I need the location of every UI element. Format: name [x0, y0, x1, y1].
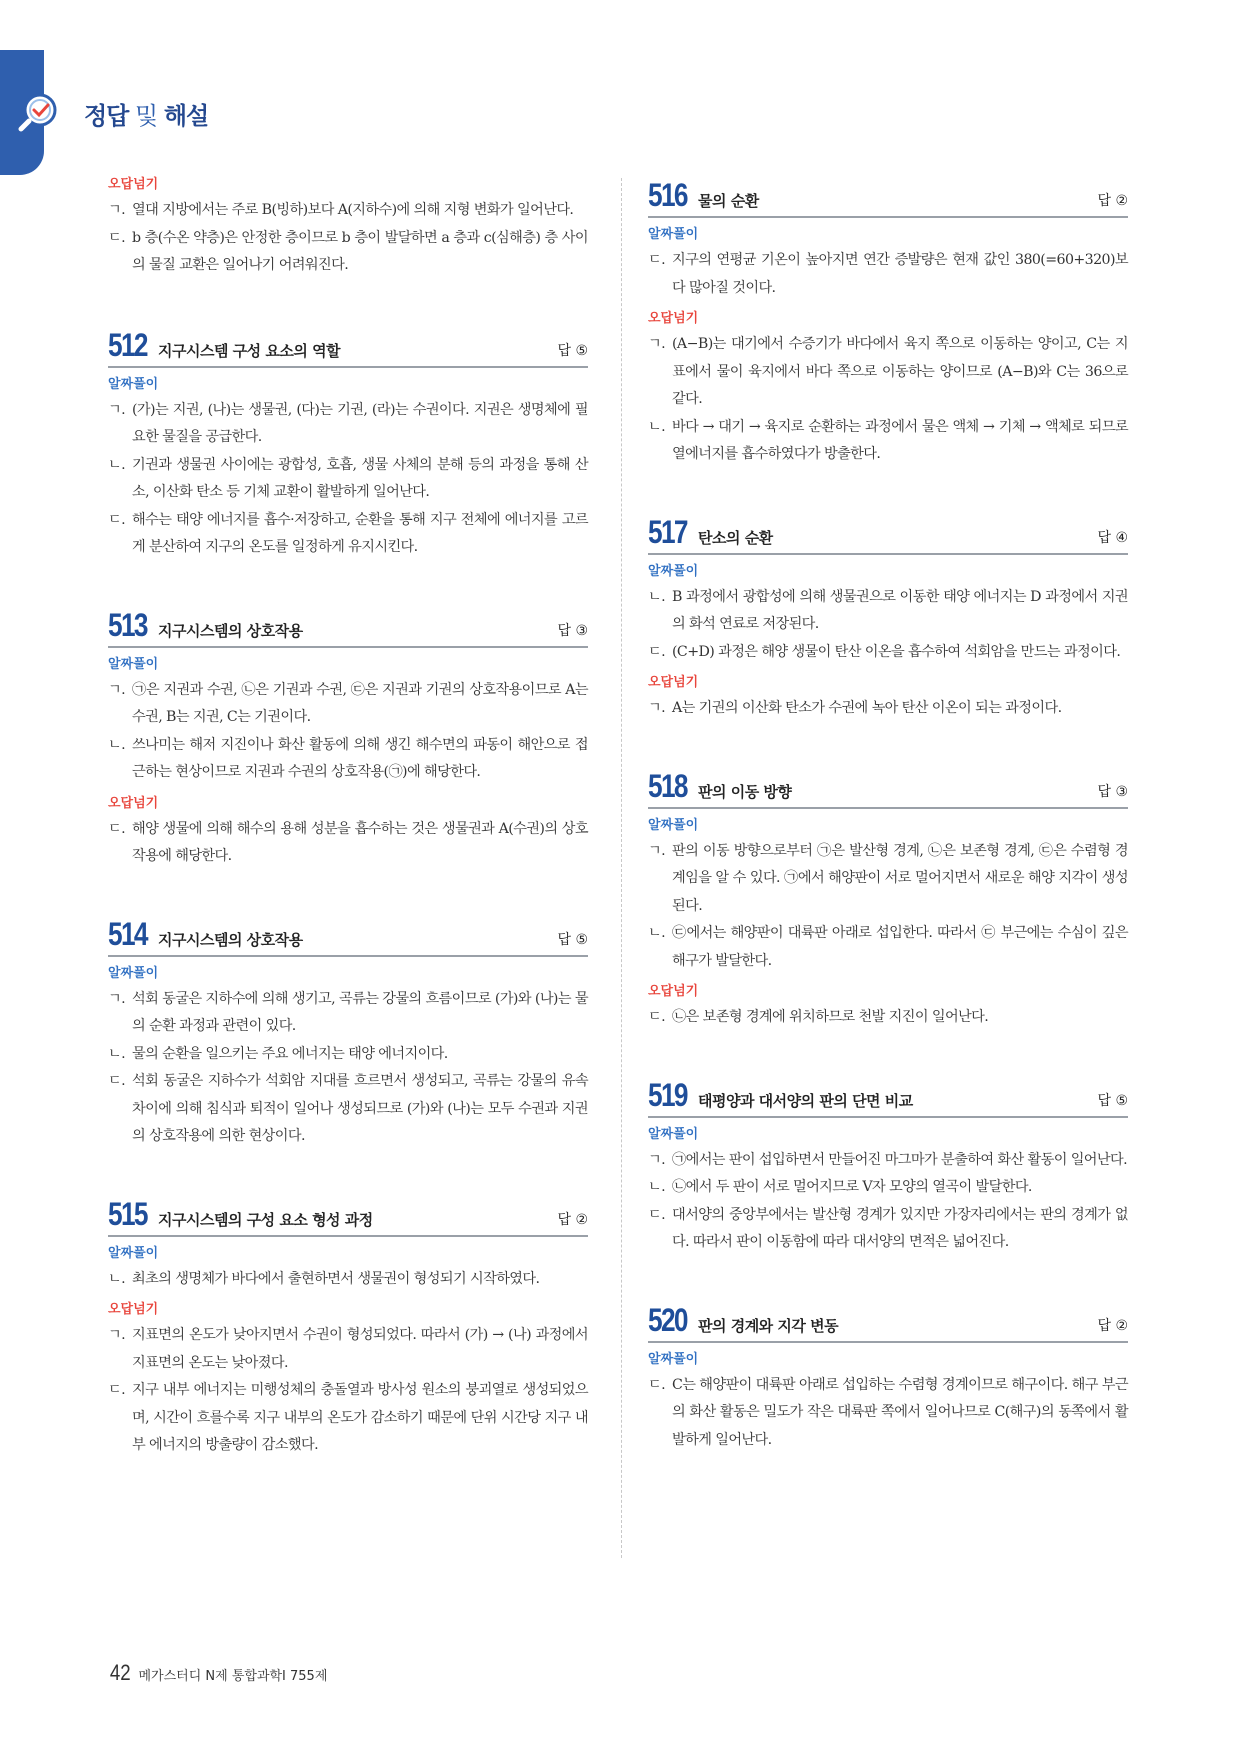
magnifier-check-icon	[14, 88, 74, 138]
item-text: 열대 지방에서는 주로 B(빙하)보다 A(지하수)에 의해 지형 변화가 일어난다.	[132, 202, 574, 218]
item-marker: ㄷ.	[108, 1073, 126, 1089]
item-text: A는 기권의 이산화 탄소가 수권에 녹아 탄산 이온이 되는 과정이다.	[672, 700, 1062, 716]
solution-label: 알짜풀이	[648, 227, 699, 242]
answer-item	[108, 1041, 588, 1069]
question-number: 519	[648, 1076, 687, 1113]
question-title: 지구시스템의 구성 요소 형성 과정	[158, 1210, 373, 1229]
answer-badge: 답 ④	[1097, 529, 1128, 546]
question-section	[648, 176, 1128, 469]
item-marker: ㄷ.	[648, 1009, 666, 1025]
question-section	[648, 1301, 1128, 1455]
answer-badge: 답 ⑤	[557, 931, 588, 948]
solution-label: 알짜풀이	[108, 965, 159, 981]
section-header	[648, 513, 1128, 555]
answer-badge: 답 ③	[1097, 783, 1128, 800]
item-marker: ㄱ.	[648, 700, 666, 716]
question-title: 지구시스템의 상호작용	[158, 621, 303, 640]
item-text: ㉢에서는 해양판이 대륙판 아래로 섭입한다. 따라서 ㉢ 부근에는 수심이 깊은 해구가 발달한다.	[672, 925, 1128, 969]
answer-item	[108, 677, 588, 732]
item-text: b 층(수온 약층)은 안정한 층이므로 b 층이 발달하면 a 층과 c(심해층) 층 사이의 물질 교환은 일어나기 어려워진다.	[132, 229, 588, 273]
page-footer	[108, 1660, 327, 1686]
answer-item	[108, 1266, 588, 1294]
book-title: 메가스터디 N제 통합과학Ⅰ 755제	[138, 1669, 328, 1684]
wrong-answer-label: 오답넘기	[648, 984, 699, 999]
wrong-answer-label: 오답넘기	[108, 177, 159, 192]
item-marker: ㄱ.	[648, 842, 666, 859]
question-number: 518	[648, 767, 687, 804]
answer-item	[108, 507, 588, 562]
solution-label: 알짜풀이	[648, 1126, 699, 1142]
item-text: 대서양의 중앙부에서는 발산형 경계가 있지만 가장자리에서는 판의 경계가 없다. 따라서 판이 이동함에 따라 대서양의 면적은 넓어진다.	[672, 1206, 1128, 1250]
question-section	[648, 513, 1128, 723]
item-text: 해수는 태양 에너지를 흡수·저장하고, 순환을 통해 지구 전체에 에너지를 고르게 분산하여 지구의 온도를 일정하게 유지시킨다.	[132, 511, 588, 555]
question-section	[108, 606, 588, 871]
answer-item	[648, 695, 1128, 723]
answer-item	[648, 1004, 1128, 1032]
item-marker: ㄷ.	[108, 229, 126, 246]
item-text: (C+D) 과정은 해양 생물이 탄산 이온을 흡수하여 석회암을 만드는 과정이다.	[672, 643, 1121, 660]
question-title: 태평양과 대서양의 판의 단면 비교	[698, 1091, 913, 1110]
question-number: 515	[108, 1195, 147, 1232]
section-header	[648, 1301, 1128, 1343]
section-header	[108, 606, 588, 648]
question-number: 514	[108, 915, 147, 952]
wrong-answer-label: 오답넘기	[108, 795, 159, 811]
answer-item	[108, 986, 588, 1041]
right-column	[648, 176, 1128, 1498]
item-text: 지구의 연평균 기온이 높아지면 연간 증발량은 현재 값인 380(=60+320)보다 많아질 것이다.	[672, 252, 1128, 296]
item-text: C는 해양판이 대륙판 아래로 섭입하는 수렴형 경계이므로 해구이다. 해구 부근의 화산 활동은 밀도가 작은 대륙판 쪽에서 일어나므로 C(해구)의 동쪽에서 활발하게 일어난다.	[672, 1376, 1128, 1448]
answer-badge: 답 ②	[557, 1211, 588, 1228]
item-marker: ㄴ.	[648, 418, 666, 435]
item-marker: ㄷ.	[648, 1376, 666, 1393]
answer-item	[648, 414, 1128, 469]
item-text: ㉡에서 두 판이 서로 멀어지므로 V자 모양의 열곡이 발달한다.	[672, 1179, 1032, 1195]
solution-label: 알짜풀이	[648, 563, 699, 579]
answer-item	[648, 1372, 1128, 1455]
item-text: 지표면의 온도가 낮아지면서 수권이 형성되었다. 따라서 (가) → (나) 과정에서 지표면의 온도는 낮아졌다.	[132, 1327, 588, 1371]
item-text: 석회 동굴은 지하수가 석회암 지대를 흐르면서 생성되고, 곡류는 강물의 유속 차이에 의해 침식과 퇴적이 일어나 생성되므로 (가)와 (나)는 모두 수권과 지권의 상호작용에 의한 현상이다.	[132, 1073, 588, 1144]
answer-item	[108, 225, 588, 280]
item-text: ㉠은 지권과 수권, ㉡은 기권과 수권, ㉢은 지권과 기권의 상호작용이므로 A는 수권, B는 지권, C는 기권이다.	[132, 681, 588, 725]
item-marker: ㄷ.	[108, 1382, 126, 1398]
item-text: 쓰나미는 해저 지진이나 화산 활동에 의해 생긴 해수면의 파동이 해안으로 접근하는 현상이므로 지권과 수권의 상호작용(㉠)에 해당한다.	[132, 736, 588, 780]
item-marker: ㄴ.	[648, 1179, 666, 1195]
answer-item	[108, 1322, 588, 1377]
item-marker: ㄱ.	[108, 990, 126, 1007]
item-marker: ㄴ.	[648, 925, 666, 941]
question-number: 513	[108, 606, 147, 643]
question-title: 지구시스템의 상호작용	[158, 930, 303, 949]
item-text: 바다 → 대기 → 육지로 순환하는 과정에서 물은 액체 → 기체 → 액체로 되므로 열에너지를 흡수하였다가 방출한다.	[672, 418, 1128, 462]
question-section	[108, 915, 588, 1151]
item-text: (A−B)는 대기에서 수증기가 바다에서 육지 쪽으로 이동하는 양이고, C는 지표에서 물이 육지에서 바다 쪽으로 이동하는 양이므로 (A−B)와 C는 36으로 같다.	[672, 336, 1128, 407]
question-title: 물의 순환	[698, 192, 759, 210]
question-number: 517	[648, 513, 687, 550]
item-text: (가)는 지권, (나)는 생물권, (다)는 기권, (라)는 수권이다. 지권은 생명체에 필요한 물질을 공급한다.	[132, 401, 588, 445]
answer-item	[648, 1174, 1128, 1202]
answer-badge: 답 ⑤	[1097, 1092, 1128, 1109]
question-section	[108, 326, 588, 562]
page-number: 42	[109, 1660, 131, 1685]
answer-item	[648, 331, 1128, 414]
answer-item	[648, 838, 1128, 921]
answer-badge: 답 ②	[1097, 1317, 1128, 1334]
item-text: B 과정에서 광합성에 의해 생물권으로 이동한 태양 에너지는 D 과정에서 지권의 화석 연료로 저장된다.	[672, 588, 1128, 632]
answer-item	[108, 732, 588, 787]
item-marker: ㄷ.	[108, 511, 126, 528]
solution-label: 알짜풀이	[108, 376, 159, 392]
question-number: 516	[648, 177, 687, 213]
page-header-title: 정답 및 해설	[84, 102, 209, 130]
section-header	[648, 1076, 1128, 1118]
left-column	[108, 176, 588, 1504]
item-marker: ㄱ.	[108, 681, 126, 698]
answer-item	[648, 639, 1128, 667]
item-marker: ㄱ.	[108, 401, 126, 418]
item-marker: ㄴ.	[108, 1045, 126, 1062]
item-text: 최초의 생명체가 바다에서 출현하면서 생물권이 형성되기 시작하였다.	[132, 1270, 540, 1287]
solution-label: 알짜풀이	[108, 1245, 159, 1261]
item-marker: ㄷ.	[648, 643, 666, 660]
item-marker: ㄷ.	[648, 1206, 666, 1223]
answer-item	[108, 397, 588, 452]
continued-block	[108, 176, 588, 280]
question-title: 판의 이동 방향	[698, 782, 792, 801]
answer-item	[648, 1147, 1128, 1175]
item-marker: ㄱ.	[648, 336, 666, 352]
answer-item	[648, 1202, 1128, 1257]
answer-item	[648, 920, 1128, 975]
item-text: ㉡은 보존형 경계에 위치하므로 천발 지진이 일어난다.	[672, 1009, 989, 1025]
answer-item	[108, 452, 588, 507]
column-divider	[621, 178, 622, 1558]
item-marker: ㄱ.	[108, 1327, 126, 1343]
item-text: 판의 이동 방향으로부터 ㉠은 발산형 경계, ㉡은 보존형 경계, ㉢은 수렴형 경계임을 알 수 있다. ㉠에서 해양판이 서로 멀어지면서 새로운 해양 지각이 생성된다.	[672, 842, 1128, 914]
question-number: 520	[648, 1301, 687, 1338]
item-marker: ㄱ.	[108, 202, 126, 218]
item-marker: ㄴ.	[648, 588, 666, 605]
solution-label: 알짜풀이	[108, 656, 159, 672]
question-number: 512	[108, 326, 147, 363]
section-header	[648, 767, 1128, 809]
section-header	[108, 1195, 588, 1237]
question-title: 탄소의 순환	[698, 528, 773, 547]
question-title: 지구시스템 구성 요소의 역할	[158, 341, 341, 360]
solution-label: 알짜풀이	[648, 1351, 699, 1367]
question-section	[108, 1195, 588, 1460]
answer-item	[648, 247, 1128, 302]
answer-item	[108, 1377, 588, 1460]
item-text: 물의 순환을 일으키는 주요 에너지는 태양 에너지이다.	[132, 1045, 448, 1062]
answer-item	[648, 584, 1128, 639]
item-text: 석회 동굴은 지하수에 의해 생기고, 곡류는 강물의 흐름이므로 (가)와 (나)는 물의 순환 과정과 관련이 있다.	[132, 990, 588, 1034]
answer-badge: 답 ⑤	[557, 342, 588, 359]
solution-label: 알짜풀이	[648, 817, 699, 833]
question-title: 판의 경계와 지각 변동	[698, 1316, 839, 1335]
answer-badge: 답 ③	[557, 622, 588, 639]
answer-item	[108, 197, 588, 225]
section-header	[648, 176, 1128, 218]
item-marker: ㄴ.	[108, 456, 126, 473]
item-marker: ㄷ.	[648, 252, 666, 268]
answer-item	[108, 816, 588, 871]
item-marker: ㄴ.	[108, 1270, 126, 1287]
section-header	[108, 915, 588, 957]
wrong-answer-label: 오답넘기	[648, 675, 699, 690]
answer-badge: 답 ②	[1097, 193, 1128, 209]
answer-item	[108, 1068, 588, 1151]
item-text: ㉠에서는 판이 섭입하면서 만들어진 마그마가 분출하여 화산 활동이 일어난다.	[672, 1151, 1128, 1168]
item-marker: ㄴ.	[108, 736, 126, 753]
item-marker: ㄷ.	[108, 820, 126, 837]
question-section	[648, 767, 1128, 1032]
wrong-answer-label: 오답넘기	[648, 311, 699, 326]
item-text: 지구 내부 에너지는 미행성체의 충돌열과 방사성 원소의 붕괴열로 생성되었으며, 시간이 흐를수록 지구 내부의 온도가 감소하기 때문에 단위 시간당 지구 내부 에너지의 방출량이 감소했다.	[132, 1382, 588, 1453]
item-marker: ㄱ.	[648, 1151, 666, 1168]
item-text: 해양 생물에 의해 해수의 용해 성분을 흡수하는 것은 생물권과 A(수권)의 상호 작용에 해당한다.	[132, 820, 588, 864]
wrong-answer-label: 오답넘기	[108, 1302, 159, 1317]
question-section	[648, 1076, 1128, 1257]
section-header	[108, 326, 588, 368]
item-text: 기권과 생물권 사이에는 광합성, 호흡, 생물 사체의 분해 등의 과정을 통해 산소, 이산화 탄소 등 기체 교환이 활발하게 일어난다.	[132, 456, 588, 500]
